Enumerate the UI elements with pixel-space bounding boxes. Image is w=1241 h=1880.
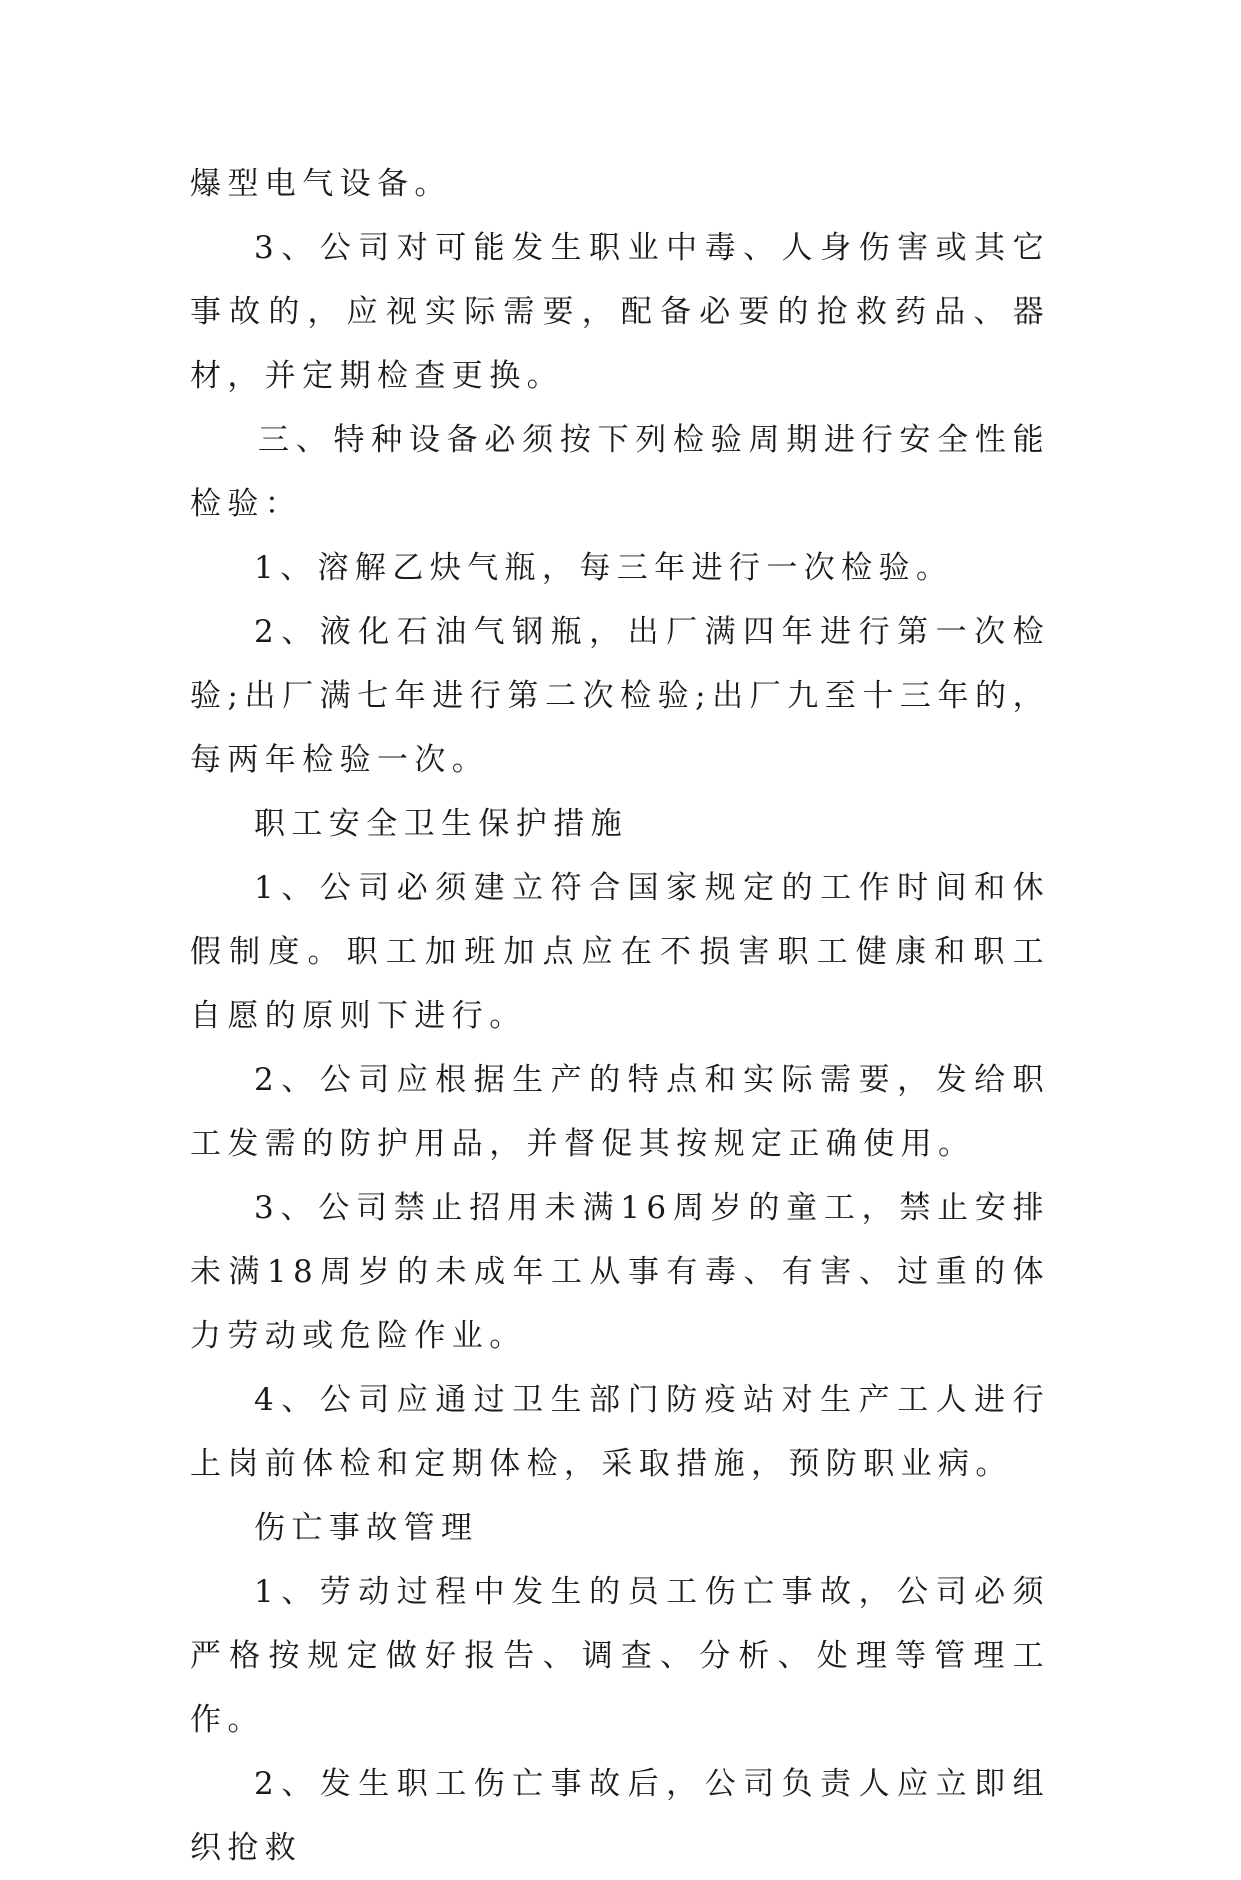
paragraph-accident-rescue: 2、发生职工伤亡事故后，公司负责人应立即组织抢救 (190, 1766, 1050, 1866)
section-heading-accidents: 伤亡事故管理 (254, 1510, 479, 1546)
section-heading-inspection: 三、特种设备必须按下列检验周期进行安全性能检验： (190, 422, 1050, 522)
paragraph-accident-report: 1、劳动过程中发生的员工伤亡事故，公司必须严格按规定做好报告、调查、分析、处理等管理工作。 (190, 1574, 1050, 1738)
paragraph-continued-equipment: 爆型电气设备。 (190, 166, 452, 202)
paragraph-acetylene: 1、溶解乙炔气瓶，每三年进行一次检验。 (254, 550, 954, 586)
paragraph-work-hours: 1、公司必须建立符合国家规定的工作时间和休假制度。职工加班加点应在不损害职工健康和职工自愿的原则下进行。 (190, 870, 1050, 1034)
paragraph-first-aid: 3、公司对可能发生职业中毒、人身伤害或其它事故的，应视实际需要，配备必要的抢救药品、器材，并定期检查更换。 (190, 230, 1050, 394)
paragraph-protective-gear: 2、公司应根据生产的特点和实际需要，发给职工发需的防护用品，并督促其按规定正确使用。 (190, 1062, 1050, 1162)
paragraph-child-labor: 3、公司禁止招用未满16周岁的童工，禁止安排未满18周岁的未成年工从事有毒、有害、过重的体力劳动或危险作业。 (190, 1190, 1050, 1354)
paragraph-health-checks: 4、公司应通过卫生部门防疫站对生产工人进行上岗前体检和定期体检，采取措施，预防职业病。 (190, 1382, 1050, 1482)
paragraph-lpg-cylinders: 2、液化石油气钢瓶，出厂满四年进行第一次检验;出厂满七年进行第二次检验;出厂九至十三年的，每两年检验一次。 (190, 614, 1050, 778)
section-heading-protection: 职工安全卫生保护措施 (254, 806, 628, 842)
document-body (190, 152, 1050, 1880)
